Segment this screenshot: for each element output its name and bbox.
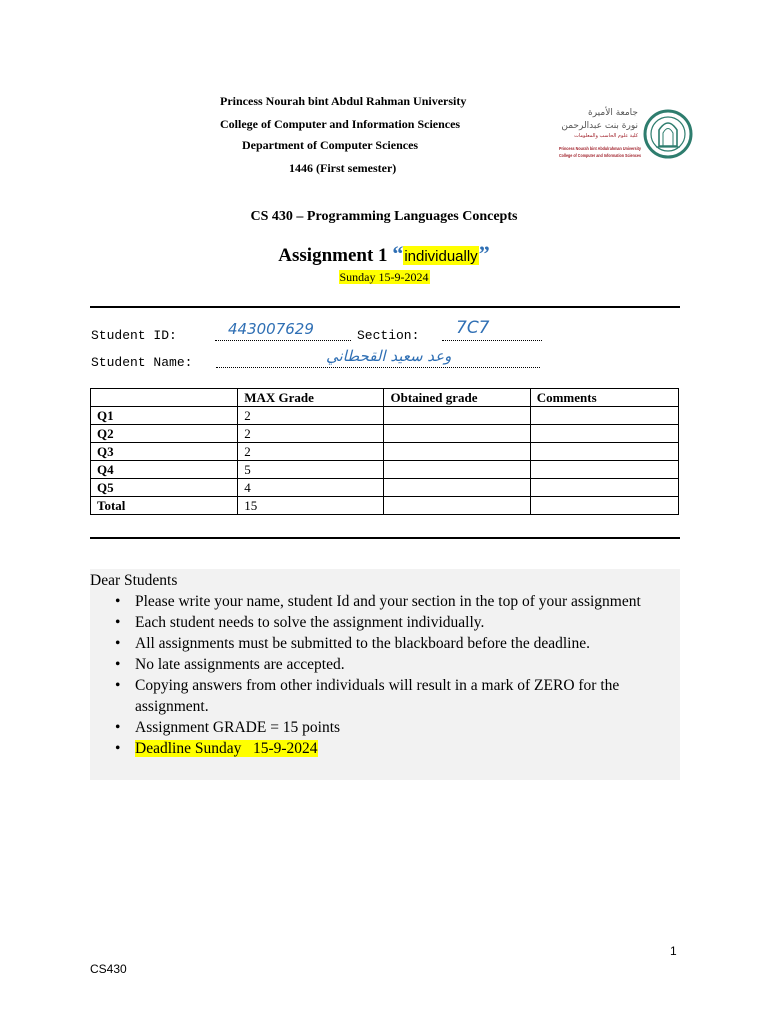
grades-header-row [91, 389, 679, 407]
student-id-value[interactable]: 443007629 [228, 320, 314, 338]
list-item: • Each student needs to solve the assignment individually. [135, 612, 675, 633]
assignment-date-text: Sunday 15-9-2024 [339, 270, 429, 284]
row-label: Q2 [91, 425, 238, 443]
divider-top [90, 306, 680, 308]
list-item: • Copying answers from other individuals will result in a mark of ZERO for the assignment. [135, 675, 675, 717]
assignment-mode: individually [404, 248, 478, 265]
instructions-box [90, 569, 680, 780]
divider-bottom [90, 537, 680, 539]
obtained-grade-cell[interactable] [384, 479, 530, 497]
semester: 1446 (First semester) [289, 161, 397, 175]
page-number: 1 [670, 944, 677, 958]
section-label: Section: [357, 328, 420, 343]
section-line [442, 340, 542, 341]
table-row [91, 443, 679, 461]
student-name-value[interactable]: وعد سعيد القحطاني [326, 347, 452, 365]
instructions-list [90, 591, 675, 759]
logo-english-line2: College of Computer and Information Sciences [559, 153, 642, 158]
assignment-date [0, 270, 768, 285]
max-grade-cell: 2 [238, 407, 384, 425]
row-label: Q5 [91, 479, 238, 497]
max-grade-cell: 4 [238, 479, 384, 497]
table-row [91, 461, 679, 479]
table-row-total [91, 497, 679, 515]
logo-arabic-line1: جامعة الأميرة [587, 108, 638, 118]
university-name: Princess Nourah bint Abdul Rahman University [220, 94, 467, 108]
student-id-label: Student ID: [91, 328, 177, 343]
comments-cell[interactable] [530, 497, 678, 515]
course-title: CS 430 – Programming Languages Concepts [250, 209, 518, 224]
header-comments: Comments [530, 389, 678, 407]
header-blank [91, 389, 238, 407]
max-grade-cell: 5 [238, 461, 384, 479]
row-label: Q4 [91, 461, 238, 479]
table-row [91, 479, 679, 497]
footer-course-code: CS430 [90, 962, 127, 976]
obtained-grade-cell[interactable] [384, 407, 530, 425]
college-name: College of Computer and Information Sciences [220, 117, 461, 131]
deadline-text: Deadline Sunday 15-9-2024 [135, 740, 318, 757]
assignment-heading [0, 241, 768, 267]
student-id-line [215, 340, 351, 341]
list-item-deadline [135, 738, 675, 759]
comments-cell[interactable] [530, 461, 678, 479]
logo-arabic-line3: كلية علوم الحاسب والمعلومات [574, 133, 638, 139]
instructions-title: Dear Students [90, 572, 178, 589]
assignment-title: Assignment 1 [278, 245, 388, 266]
open-quote: “ [392, 241, 404, 266]
list-item: • No late assignments are accepted. [135, 654, 675, 675]
grades-table [90, 388, 679, 515]
comments-cell[interactable] [530, 425, 678, 443]
comments-cell[interactable] [530, 443, 678, 461]
student-name-line [216, 367, 540, 368]
header-obtained-grade: Obtained grade [384, 389, 530, 407]
max-grade-cell: 2 [238, 425, 384, 443]
university-logo-graphic [556, 104, 696, 168]
close-quote: ” [478, 241, 490, 266]
row-label: Q1 [91, 407, 238, 425]
header-max-grade: MAX Grade [238, 389, 384, 407]
section-value[interactable]: 7C7 [456, 318, 490, 338]
table-row [91, 407, 679, 425]
max-grade-cell: 2 [238, 443, 384, 461]
list-item: • Please write your name, student Id and your section in the top of your assignment [135, 591, 675, 612]
row-label: Total [91, 497, 238, 515]
obtained-grade-cell[interactable] [384, 461, 530, 479]
department-name: Department of Computer Sciences [242, 138, 419, 152]
obtained-grade-cell[interactable] [384, 443, 530, 461]
list-item: • Assignment GRADE = 15 points [135, 717, 675, 738]
obtained-grade-cell[interactable] [384, 497, 530, 515]
table-row [91, 425, 679, 443]
row-label: Q3 [91, 443, 238, 461]
obtained-grade-cell[interactable] [384, 425, 530, 443]
logo-english-line1: Princess Nourah bint Abdulrahman University [559, 146, 642, 151]
comments-cell[interactable] [530, 479, 678, 497]
list-item: • All assignments must be submitted to the blackboard before the deadline. [135, 633, 675, 654]
student-name-label: Student Name: [91, 355, 193, 370]
logo-arabic-line2: نورة بنت عبدالرحمن [561, 121, 638, 131]
comments-cell[interactable] [530, 407, 678, 425]
university-logo [556, 104, 696, 168]
max-grade-cell: 15 [238, 497, 384, 515]
